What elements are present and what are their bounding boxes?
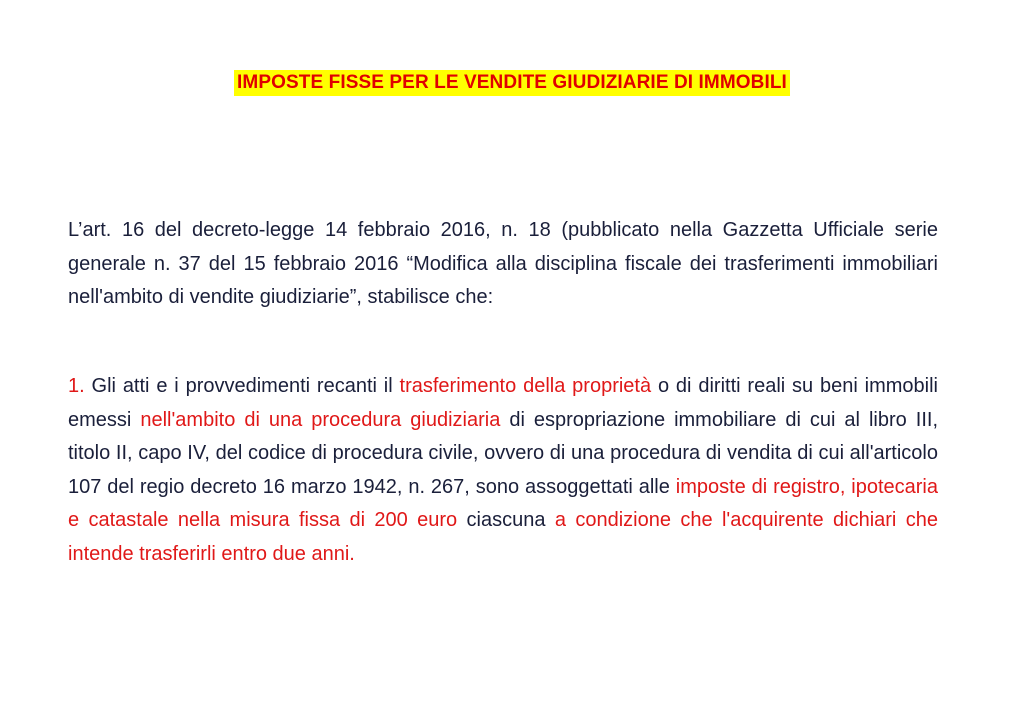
article-text-4: ciascuna (457, 509, 555, 531)
highlight-condition: a condizione che l'acquirente dichiari che intende trasferirli entro due anni. (68, 509, 938, 565)
intro-paragraph: L’art. 16 del decreto-legge 14 febbraio 2016, n. 18 (pubblicato nella Gazzetta Ufficiale serie generale n. 37 del 15 febbraio 2016 “Modifica alla disciplina fiscale dei trasferimenti immobiliari nell'ambito di vendite giudiziarie”, stabilisce che: (68, 219, 938, 308)
highlight-transfer-ownership: trasferimento della proprietà (399, 375, 652, 397)
highlight-judicial-procedure: nell'ambito di una procedura giudiziaria (140, 408, 501, 431)
document-title: IMPOSTE FISSE PER LE VENDITE GIUDIZIARIE DI IMMOBILI (234, 70, 790, 96)
article-text-3: di espropriazione immobiliare di cui al libro III, titolo II, capo IV, del codice di procedura civile, ovvero di una procedura di vendita di cui all'articolo 107 del regio decreto 16 marzo 1942, n. 267, sono assoggettati alle (68, 408, 939, 498)
article-text-2: o di diritti reali su beni immobili emessi (68, 375, 939, 431)
highlight-fixed-taxes: imposte di registro, ipotecaria e catastale nella misura fissa di 200 euro (68, 475, 938, 531)
article-paragraph (68, 370, 938, 571)
article-number: 1. (68, 375, 85, 397)
title-container (0, 70, 1024, 96)
article-text-1: Gli atti e i provvedimenti recanti il (84, 375, 400, 397)
